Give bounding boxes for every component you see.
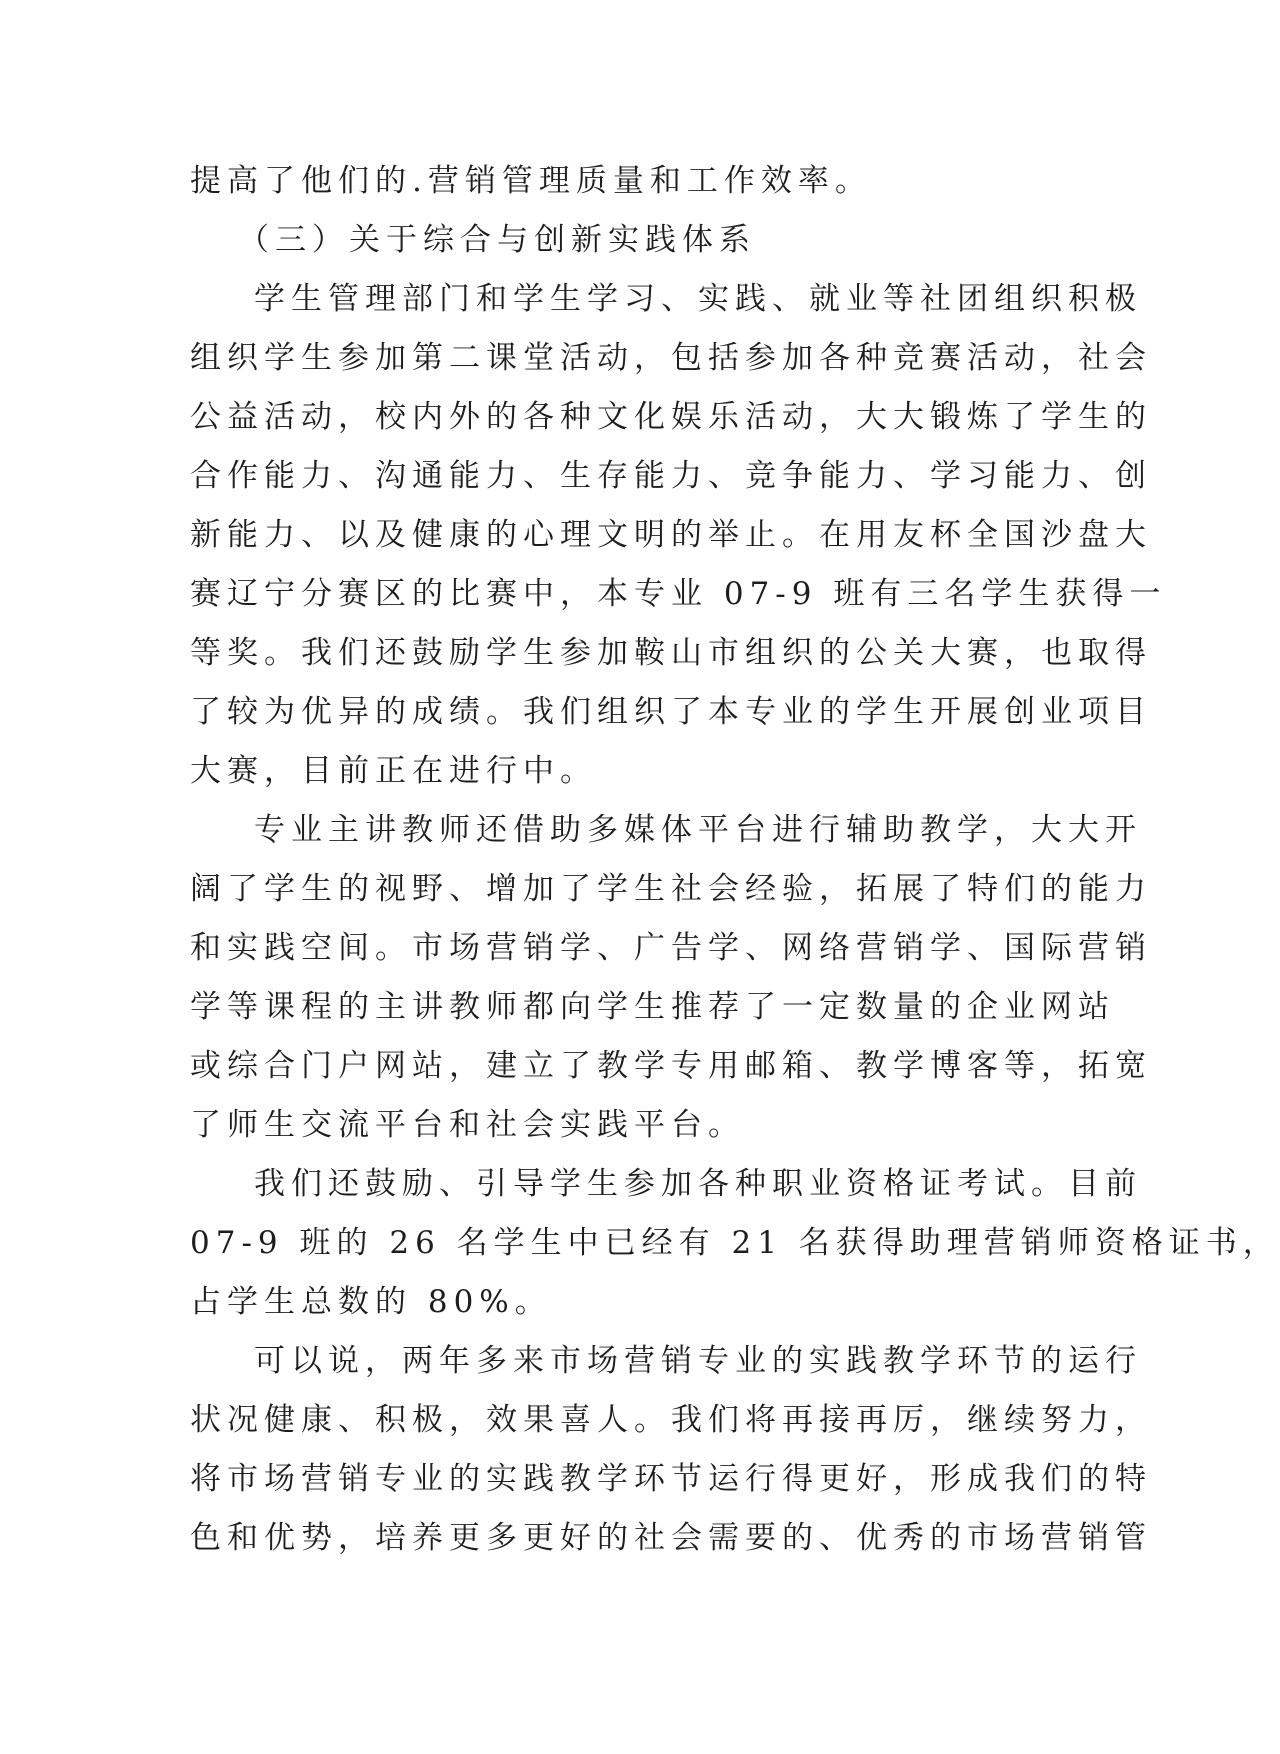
text-line: 学生管理部门和学生学习、实践、就业等社团组织积极 <box>254 281 1142 317</box>
text-line: 我们还鼓励、引导学生参加各种职业资格证考试。目前 <box>254 1166 1142 1202</box>
text-line: 和实践空间。市场营销学、广告学、网络营销学、国际营销 <box>190 930 1152 966</box>
text-line: 专业主讲教师还借助多媒体平台进行辅助教学，大大开 <box>254 812 1142 848</box>
text-line: 或综合门户网站，建立了教学专用邮箱、教学博客等，拓宽 <box>190 1048 1152 1084</box>
text-line: 了较为优异的成绩。我们组织了本专业的学生开展创业项目 <box>190 694 1152 730</box>
text-line: 将市场营销专业的实践教学环节运行得更好，形成我们的特 <box>190 1461 1152 1497</box>
text-line: 合作能力、沟通能力、生存能力、竞争能力、学习能力、创 <box>190 458 1152 494</box>
text-line: 组织学生参加第二课堂活动，包括参加各种竞赛活动，社会 <box>190 340 1152 376</box>
document-body <box>190 152 1280 1568</box>
text-line: 了师生交流平台和社会实践平台。 <box>190 1107 745 1143</box>
text-line: 等奖。我们还鼓励学生参加鞍山市组织的公关大赛，也取得 <box>190 635 1152 671</box>
text-line: 色和优势，培养更多更好的社会需要的、优秀的市场营销管 <box>190 1520 1152 1556</box>
text-line: 学等课程的主讲教师都向学生推荐了一定数量的企业网站 <box>190 989 1115 1025</box>
text-line: 公益活动，校内外的各种文化娱乐活动，大大锻炼了学生的 <box>190 399 1152 435</box>
text-line: 可以说，两年多来市场营销专业的实践教学环节的运行 <box>254 1343 1142 1379</box>
text-line: 07-9 班的 26 名学生中已经有 21 名获得助理营销师资格证书， <box>190 1225 1280 1261</box>
text-line: 占学生总数的 80%。 <box>190 1284 552 1320</box>
text-line: 状况健康、积极，效果喜人。我们将再接再厉，继续努力， <box>190 1402 1152 1438</box>
text-line: 提高了他们的.营销管理质量和工作效率。 <box>190 163 872 199</box>
text-line: 新能力、以及健康的心理文明的举止。在用友杯全国沙盘大 <box>190 517 1152 553</box>
text-line: 大赛，目前正在进行中。 <box>190 753 597 789</box>
section-heading: （三）关于综合与创新实践体系 <box>238 222 756 258</box>
text-line: 阔了学生的视野、增加了学生社会经验，拓展了特们的能力 <box>190 871 1152 907</box>
text-line: 赛辽宁分赛区的比赛中，本专业 07-9 班有三名学生获得一 <box>190 576 1167 612</box>
